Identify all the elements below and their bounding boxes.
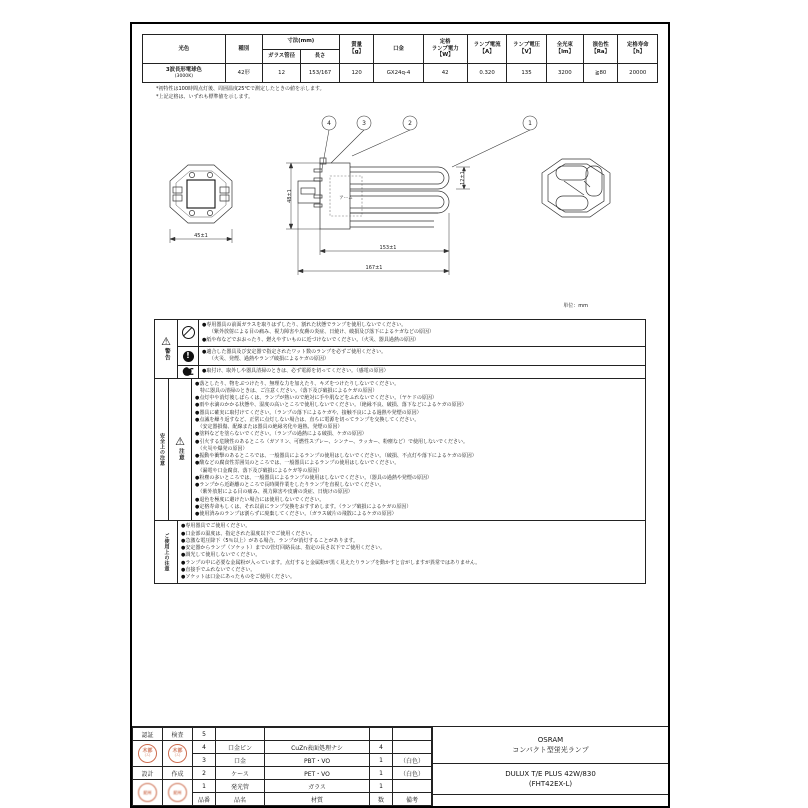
spec-table (142, 34, 658, 83)
warning-label: 警告 (163, 347, 170, 361)
title-block-left (132, 727, 432, 806)
usage-line: ●専用器具でご使用ください。 (181, 523, 251, 530)
part-material: ガラス (265, 780, 370, 793)
part-material: PET・VO (265, 767, 370, 780)
warning-line: ●適合した器具及び安定器で指定されたワット数のランプを必ずご使用ください。 (202, 348, 387, 355)
title-block (132, 726, 668, 806)
design-label: 設計 (133, 767, 163, 780)
caution-symbol-cell (169, 379, 192, 521)
inspection-stamp: 木部 (ス) (168, 744, 187, 763)
prohibition-icon-cell (178, 320, 199, 346)
cell-lamp-voltage: 135 (507, 64, 546, 83)
cell-rated-power: 42 (423, 64, 467, 83)
dim-label-48: 48±1 (287, 189, 293, 203)
warning-line: ●取付け、取外しや器具清掃のときは、必ず電源を切ってください。（感電の原因） (202, 368, 389, 375)
callout-leaders (322, 116, 537, 169)
warning-group-1 (178, 320, 645, 347)
approval-stamp-cell (133, 741, 163, 767)
warning-line: ●専用器具の前面ガラスを取りはずしたり、割れた状態でランプを使用しないでください。 (202, 322, 407, 328)
technical-drawing (138, 103, 662, 313)
part-qty: 1 (370, 767, 393, 780)
header-light-color: 光色 (143, 35, 226, 64)
callout-4: 4 (327, 120, 331, 127)
parts-header-name: 品名 (216, 793, 265, 806)
cell-type: 42形 (225, 64, 262, 83)
caution-line: ●塗料などを塗らないでください。（ランプの過熱による破損、ケガの原因） (195, 431, 367, 438)
unplug-icon-cell (178, 366, 199, 377)
header-glass-diameter: ガラス管径 (262, 49, 300, 64)
footer-cell (432, 795, 668, 806)
caution-content (192, 379, 645, 521)
caution-line: ●点滅を繰り返すなど、正常に点灯しない場合は、直ちに電源を切ってランプを交換してください。 (195, 416, 420, 423)
header-luminous-flux: 全光束 【lm】 (546, 35, 583, 64)
usage-section (155, 521, 645, 584)
part-qty: 4 (370, 741, 393, 754)
cell-mass: 120 (339, 64, 374, 83)
header-color-rendering: 演色性 【Ra】 (583, 35, 618, 64)
cell-length: 153/167 (301, 64, 339, 83)
part-material (265, 728, 370, 741)
product-name: DULUX T/E PLUS 42W/830 (505, 769, 596, 778)
drawing-sheet (130, 22, 670, 808)
caution-line: 特に器具の清掃のときは、ご注意ください。（落下及び破損によるケガの原因） (195, 387, 378, 394)
caution-line: （紫外放射による目の痛み、視力障害や皮膚の炎症、日焼けの原因） (195, 489, 353, 496)
usage-content (178, 521, 645, 583)
header-mass: 質量 【g】 (339, 35, 374, 64)
header-dimensions: 寸法(mm) (262, 35, 339, 50)
part-remarks (393, 728, 432, 741)
usage-line: ●急激な電圧降下（5％以上）がある場合、ランプが消灯することがあります。 (181, 537, 359, 544)
inspection-label: 検査 (163, 728, 193, 741)
header-lamp-current: ランプ電流 【A】 (467, 35, 506, 64)
header-length: 長さ (301, 49, 339, 64)
usage-label-cell (155, 521, 178, 583)
parts-header-no: 品番 (193, 793, 216, 806)
caution-line: ●使用済みのランプは割らずに廃棄してください。（ガラス破片の飛散によるケガの原因） (195, 511, 397, 517)
brand-subtitle: コンパクト型蛍光ランプ (512, 746, 589, 754)
caution-line: ●粉塵の多いところでは、一般器具によるランプの使用はしないでください。（器具の過熱や発煙の原因） (195, 474, 432, 481)
amalgam-label: アーム (339, 196, 353, 201)
part-name (216, 728, 265, 741)
exclamation-icon: ! (183, 351, 194, 362)
warning-content (178, 320, 645, 378)
approval-label: 認証 (133, 728, 163, 741)
caution-line: ●退色を極度に避けたい場合には使用しないでください。 (195, 496, 325, 503)
dim-label-167: 167±1 (365, 265, 383, 271)
part-qty: 1 (370, 780, 393, 793)
approval-and-parts-table (132, 727, 432, 806)
design-stamp: 紀州 (138, 783, 157, 802)
part-name: 発光管 (216, 780, 265, 793)
header-rated-power: 定格 ランプ電力 【W】 (423, 35, 467, 64)
header-type: 種別 (225, 35, 262, 64)
base-end-view (170, 165, 232, 223)
caution-label: 注意 (177, 448, 184, 462)
part-material: PBT・VO (265, 754, 370, 767)
drawn-stamp: 紀州 (168, 783, 187, 802)
part-remarks: （白色） (393, 767, 432, 780)
spec-value-row (143, 64, 658, 83)
caution-line: （漏電や口金腐食、落下及び破損によるケガ等の原因） (195, 467, 323, 474)
caution-line: ●振動や衝撃のあるところでは、一般器具によるランプの使用はしないでください。（破損、不点灯や落下によるケガの原因） (195, 453, 477, 459)
header-lamp-voltage: ランプ電圧 【V】 (507, 35, 546, 64)
drawn-stamp-cell (163, 780, 193, 806)
header-rated-life: 定格寿命 【h】 (618, 35, 658, 64)
safety-outer-label: 安全上の注意 (159, 432, 165, 466)
cell-base: GX24q-4 (374, 64, 423, 83)
caution-line: ●器具に確実に取付けてください。（ランプの落下によるケガや、接触不良による過熱や発煙の原因） (195, 409, 422, 416)
product-code: (FHT42EX-L) (528, 780, 573, 788)
cell-light-color: 3波長形電球色 (3000K) (143, 64, 226, 83)
warning-line: （火災、発煙、過熱やランプ破損によるケガの原因） (209, 356, 329, 362)
usage-label: ご使用上の注意 (163, 533, 170, 572)
part-remarks (393, 741, 432, 754)
usage-line: ●ランプの中に必要な金属粉が入っています。点灯すると金属粉が黒く見えたりランプを動かすと音がしますが異常ではありません。 (181, 559, 481, 566)
safety-block (154, 319, 646, 584)
parts-header-material: 材質 (265, 793, 370, 806)
design-stamp-cell (133, 780, 163, 806)
tb-row-5 (133, 728, 432, 741)
part-no: 4 (193, 741, 216, 754)
part-qty: 1 (370, 754, 393, 767)
caution-line: ●ランプから近距離のところで長時間作業をしたりランプを直視しないでください。 (195, 482, 385, 488)
warning-line: （紫外放射による目の痛み、視力障害や皮膚の炎症、日焼け、破損及び落下によるケガなどの原因） (209, 329, 435, 336)
brand-cell (432, 727, 668, 764)
part-qty (370, 728, 393, 741)
lamp-drawing-svg (138, 103, 674, 309)
spec-note-2: *上記定格は、いずれも標準値を示します。 (156, 93, 254, 100)
cell-lamp-current: 0.320 (467, 64, 506, 83)
part-material: CuZn表面処理ナシ (265, 741, 370, 754)
title-block-right (432, 727, 668, 806)
part-no: 5 (193, 728, 216, 741)
unit-label: 単位：mm (563, 303, 588, 309)
top-view (542, 159, 610, 217)
parts-header-remarks: 備考 (393, 793, 432, 806)
usage-line: ●安定器からランプ（ソケット）までの管灯回路長は、指定の長さ以下でご使用ください。 (181, 545, 386, 551)
spec-notes (156, 86, 658, 101)
part-no: 1 (193, 780, 216, 793)
callout-3: 3 (362, 120, 366, 127)
tb-row-1 (133, 780, 432, 793)
caution-line: ●点灯中や消灯後しばらくは、ランプが熱いので絶対に手や肌などをふれないでください。（ヤケドの原因） (195, 395, 437, 401)
cell-rated-life: 20000 (618, 64, 658, 83)
usage-line: ●調光して使用しないでください。 (181, 552, 261, 559)
dim-label-12: 12±1 (460, 171, 466, 185)
caution-line: ●雨や水滴のかかる状態や、湿度の高いところで使用しないでください。（絶縁不良、破損、落下などによるケガの原因） (195, 402, 467, 409)
usage-line: ●ソケットは口金にあったものをご使用ください。 (181, 574, 296, 580)
tb-row-4 (133, 741, 432, 754)
dim-label-153: 153±1 (379, 245, 397, 251)
unplug-icon (182, 366, 194, 377)
callout-2: 2 (408, 120, 412, 127)
drawn-label: 作成 (163, 767, 193, 780)
warning-section (155, 320, 645, 379)
caution-line: ●引火する危険性のあるところ（ガソリン、可燃性スプレー、シンナー、ラッカー、粉塵など）で使用しないでください。 (195, 438, 468, 445)
usage-line: ●直接手でふれないでください。 (181, 566, 256, 573)
caution-line: ●落としたり、物をぶつけたり、無理な力を加えたり、キズをつけたりしないでください。 (195, 380, 400, 387)
approval-stamp: 木部 (ス) (138, 744, 157, 763)
warning-line: ●紙や布などでおおったり、燃えやすいものに近づけないでください。（火災、器具過熱の原因） (202, 336, 419, 343)
part-remarks (393, 780, 432, 793)
parts-header-qty: 数 (370, 793, 393, 806)
safety-outer-label-cell (155, 379, 169, 521)
part-no: 2 (193, 767, 216, 780)
part-name: ケース (216, 767, 265, 780)
cell-glass-diameter: 12 (262, 64, 300, 83)
part-name: 口金ピン (216, 741, 265, 754)
caution-line: （安定器損傷、配線または器具の絶縁劣化や過熱、発煙の原因） (195, 424, 343, 430)
inspection-stamp-cell (163, 741, 193, 767)
caution-section (155, 379, 645, 522)
spec-header-row-1 (143, 35, 658, 50)
cell-color-rendering: ≧80 (583, 64, 618, 83)
part-name: 口金 (216, 754, 265, 767)
product-cell (432, 764, 668, 795)
spec-table-container (142, 34, 658, 101)
dim-label-45: 45±1 (194, 233, 208, 239)
cell-luminous-flux: 3200 (546, 64, 583, 83)
usage-line: ●口金部の温度は、指定された温度以下でご使用ください。 (181, 530, 316, 537)
prohibition-icon (182, 326, 195, 339)
warning-group-2 (178, 347, 645, 367)
caution-triangle-icon: ⚠ (175, 435, 185, 449)
part-remarks: （白色） (393, 754, 432, 767)
caution-line: ●酸などの腐食性雰囲気のところでは、一般器具によるランプの使用はしないでください。 (195, 460, 400, 467)
callout-1: 1 (528, 120, 532, 127)
spec-note-1: *初特性は100時間点灯後、周囲温度25℃で測定したときの値を示します。 (156, 86, 325, 92)
tb-row-2 (133, 767, 432, 780)
warning-triangle-icon: ⚠ (161, 334, 171, 348)
warning-symbol-cell (155, 320, 178, 378)
caution-line: ●定格寿命もしくは、それ以前にランプ交換をおすすめします。（ランプ破損によるケガの原因） (195, 503, 412, 510)
part-no: 3 (193, 754, 216, 767)
header-base: 口金 (374, 35, 423, 64)
caution-line: （火災や爆発の原因） (195, 445, 248, 452)
brand-name: OSRAM (537, 735, 564, 744)
warning-group-3 (178, 366, 645, 377)
lamp-side-view (298, 158, 449, 229)
exclamation-icon-cell (178, 347, 199, 366)
